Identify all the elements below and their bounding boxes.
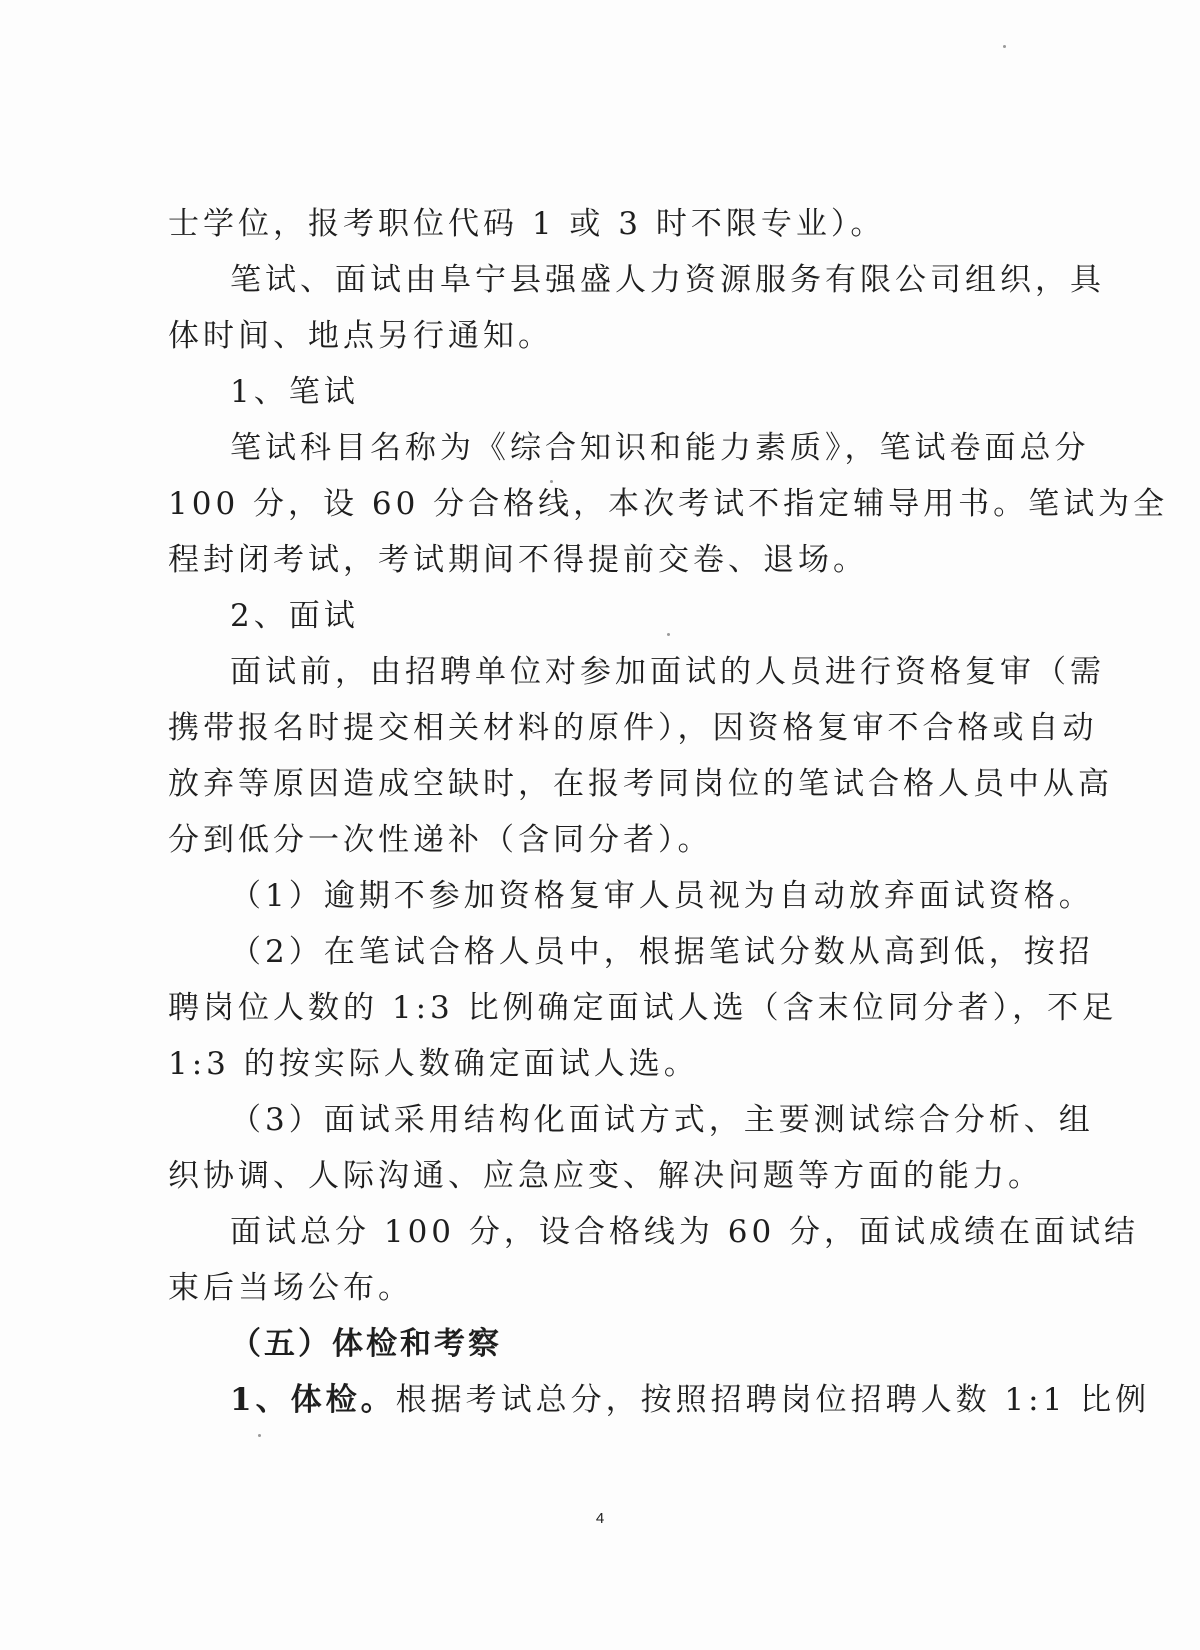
text-line: 程封闭考试，考试期间不得提前交卷、退场。 [168, 542, 868, 578]
text-line: 笔试、面试由阜宁县强盛人力资源服务有限公司组织，具 [230, 262, 1105, 298]
text-line: 面试总分 100 分，设合格线为 60 分，面试成绩在面试结 [230, 1214, 1140, 1250]
page-number: 4 [595, 1510, 605, 1527]
text-line: 携带报名时提交相关材料的原件），因资格复审不合格或自动 [168, 710, 1098, 746]
text-line: 笔试科目名称为《综合知识和能力素质》，笔试卷面总分 [230, 430, 1090, 466]
text-line [168, 1372, 1151, 1428]
subheading-interview: 2、面试 [230, 598, 359, 634]
text-line: 织协调、人际沟通、应急应变、解决问题等方面的能力。 [168, 1158, 1043, 1194]
subheading-written-exam: 1、笔试 [230, 374, 359, 410]
text-line: （1）逾期不参加资格复审人员视为自动放弃面试资格。 [230, 878, 1094, 914]
text-line: 束后当场公布。 [168, 1270, 413, 1306]
text-line: 100 分，设 60 分合格线，本次考试不指定辅导用书。笔试为全 [168, 486, 1169, 522]
text-line: 放弃等原因造成空缺时，在报考同岗位的笔试合格人员中从高 [168, 766, 1113, 802]
body-text [168, 196, 1169, 1428]
text-line: 聘岗位人数的 1:3 比例确定面试人选（含末位同分者），不足 [168, 990, 1118, 1026]
text-line: （2）在笔试合格人员中，根据笔试分数从高到低，按招 [230, 934, 1094, 970]
text-line: 1:3 的按实际人数确定面试人选。 [168, 1046, 699, 1082]
scan-speck [258, 1434, 261, 1437]
section-heading: （五）体检和考察 [230, 1326, 502, 1362]
text-line: （3）面试采用结构化面试方式，主要测试综合分析、组 [230, 1102, 1094, 1138]
scan-speck [1003, 45, 1006, 48]
text-line: 分到低分一次性递补（含同分者）。 [168, 822, 713, 858]
text-line: 面试前，由招聘单位对参加面试的人员进行资格复审（需 [230, 654, 1105, 690]
text-run: 根据考试总分，按照招聘岗位招聘人数 1:1 比例 [395, 1382, 1151, 1418]
bold-lead-in: 1、体检。 [230, 1382, 396, 1418]
text-line: 体时间、地点另行通知。 [168, 318, 553, 354]
text-line: 士学位，报考职位代码 1 或 3 时不限专业）。 [168, 206, 886, 242]
